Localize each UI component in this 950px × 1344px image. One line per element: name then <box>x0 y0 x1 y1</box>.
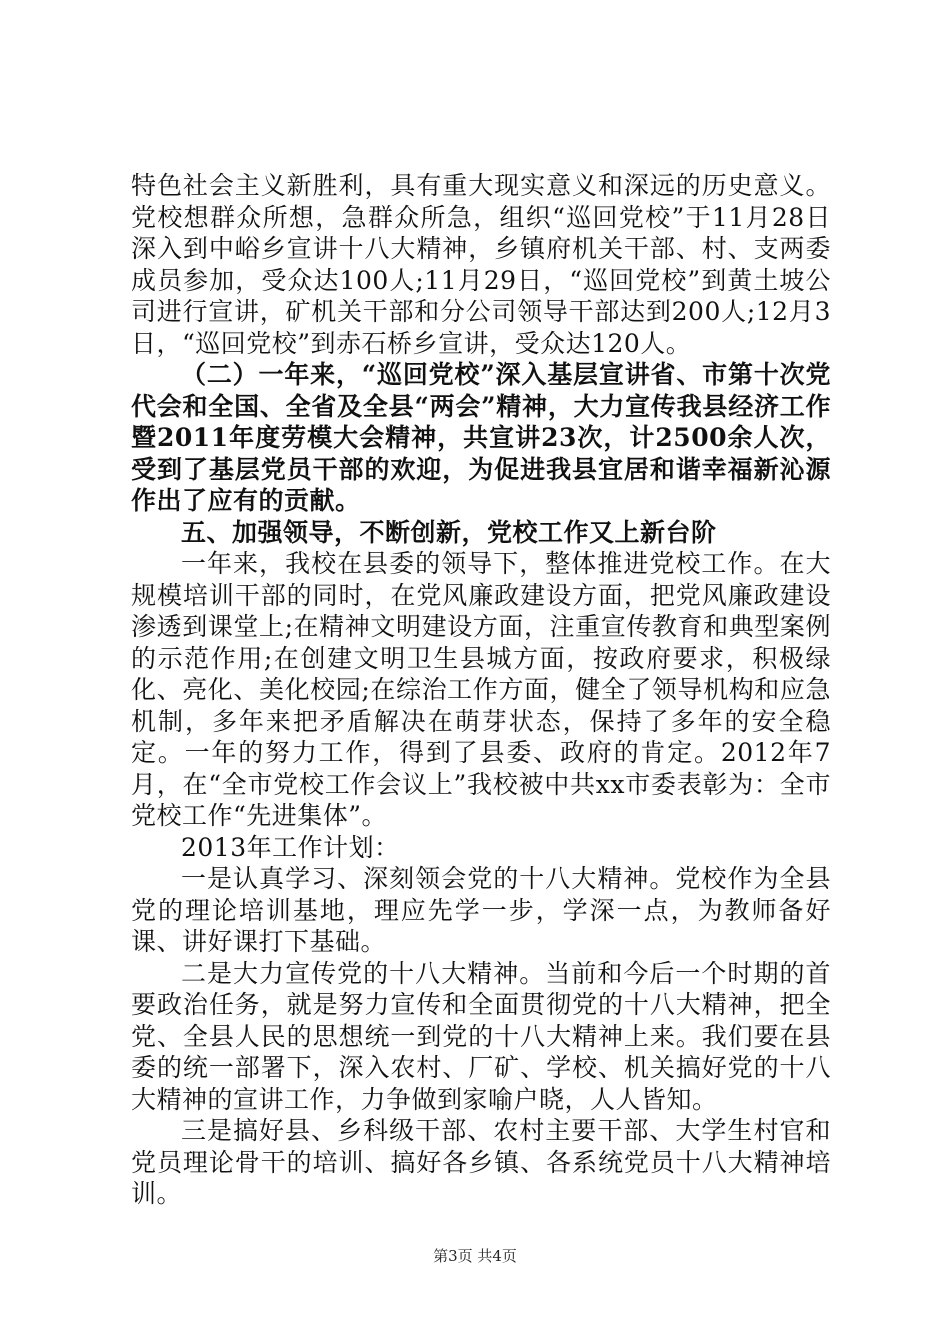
document-body <box>131 170 831 1210</box>
plan-heading: 2013年工作计划： <box>181 832 400 862</box>
plan-item-one: 一是认真学习、深刻领会党的十八大精神。党校作为全县党的理论培训基地，理应先学一步，学深一点，为教师备好课、讲好课打下基础。 <box>131 864 831 956</box>
page-footer: 第3页 共4页 <box>433 1247 517 1265</box>
paragraph-bold-section-two: （二）一年来，“巡回党校”深入基层宣讲省、市第十次党代会和全国、全省及全县“两会”精神，大力宣传我县经济工作暨2011年度劳模大会精神，共宣讲23次，计2500余人次，受到了基层党员干部的欢迎，为促进我县宜居和谐幸福新沁源作出了应有的贡献。 <box>131 360 831 515</box>
plan-item-three: 三是搞好县、乡科级干部、农村主要干部、大学生村官和党员理论骨干的培训、搞好各乡镇、各系统党员十八大精神培训。 <box>131 1116 831 1208</box>
plan-item-two: 二是大力宣传党的十八大精神。当前和今后一个时期的首要政治任务，就是努力宣传和全面贯彻党的十八大精神，把全党、全县人民的思想统一到党的十八大精神上来。我们要在县委的统一部署下，深入农村、厂矿、学校、机关搞好党的十八大精神的宣讲工作，力争做到家喻户晓，人人皆知。 <box>131 958 831 1114</box>
section-heading-five: 五、加强领导，不断创新，党校工作又上新台阶 <box>181 517 717 547</box>
paragraph-leadership: 一年来，我校在县委的领导下，整体推进党校工作。在大规模培训干部的同时，在党风廉政建设方面，把党风廉政建设渗透到课堂上;在精神文明建设方面，注重宣传教育和典型案例的示范作用;在创建文明卫生县城方面，按政府要求，积极绿化、亮化、美化校园;在综治工作方面，健全了领导机构和应急机制，多年来把矛盾解决在萌芽状态，保持了多年的安全稳定。一年的努力工作，得到了县委、政府的肯定。2012年7月，在“全市党校工作会议上”我校被中共xx市委表彰为：全市党校工作“先进集体”。 <box>131 549 831 830</box>
paragraph-continuation: 特色社会主义新胜利，具有重大现实意义和深远的历史意义。党校想群众所想，急群众所急，组织“巡回党校”于11月28日深入到中峪乡宣讲十八大精神，乡镇府机关干部、村、支两委成员参加，受众达100人;11月29日，“巡回党校”到黄土坡公司进行宣讲，矿机关干部和分公司领导干部达到200人;12月3日，“巡回党校”到赤石桥乡宣讲，受众达120人。 <box>131 171 831 358</box>
